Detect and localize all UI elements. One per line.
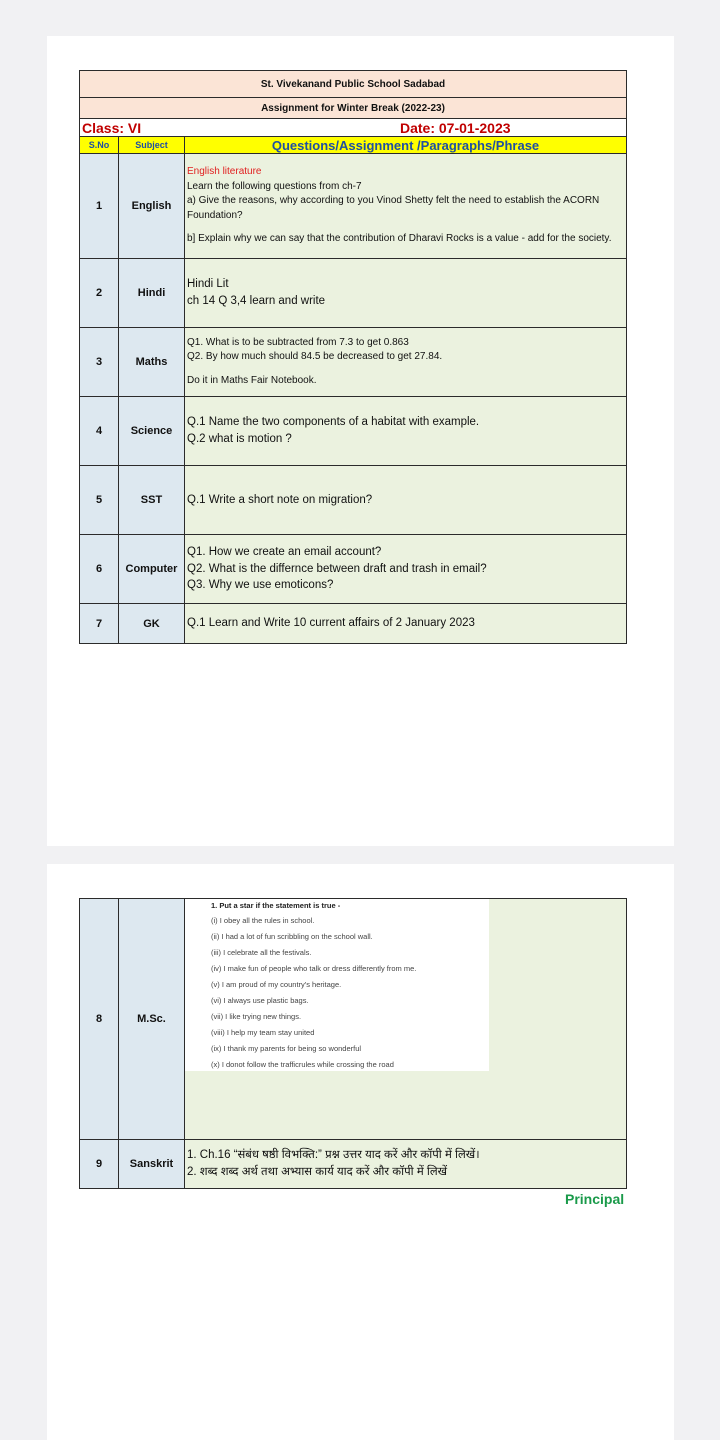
row-content bbox=[185, 535, 627, 604]
content-line: Hindi Lit bbox=[187, 278, 229, 291]
content-line: ch 14 Q 3,4 learn and write bbox=[187, 295, 326, 307]
content-line: b] Explain why we can say that the contribution of Dharavi Rocks is a value - add for the society. bbox=[187, 233, 612, 245]
row-content bbox=[185, 154, 627, 259]
table-row bbox=[80, 397, 627, 466]
row-content bbox=[185, 397, 627, 466]
content-line: Q1. How we create an email account? bbox=[187, 545, 382, 558]
row-content bbox=[185, 899, 627, 1140]
row-number: 7 bbox=[80, 604, 119, 644]
content-line: Q.1 Name the two components of a habitat with example. bbox=[187, 416, 480, 429]
content-line: Q3. Why we use emoticons? bbox=[187, 579, 334, 592]
col-sno-header: S.No bbox=[80, 137, 119, 154]
table-row bbox=[80, 154, 627, 259]
row-subject: SST bbox=[119, 466, 185, 535]
content-line: Do it in Maths Fair Notebook. bbox=[187, 374, 317, 386]
row-content bbox=[185, 1140, 627, 1189]
row-subject: Sanskrit bbox=[119, 1140, 185, 1189]
content-line: Q.1 Learn and Write 10 current affairs of 2 January 2023 bbox=[187, 617, 475, 630]
col-questions-header: Questions/Assignment /Paragraphs/Phrase bbox=[185, 137, 627, 154]
row-subject: Maths bbox=[119, 328, 185, 397]
table-row bbox=[80, 899, 627, 1140]
row-number: 9 bbox=[80, 1140, 119, 1189]
row-number: 4 bbox=[80, 397, 119, 466]
list-item: (x) I donot follow the trafficrules while crossing the road bbox=[211, 1060, 394, 1069]
date-label: Date: 07-01-2023 bbox=[400, 119, 511, 136]
document-page-2 bbox=[47, 864, 674, 1440]
table-row bbox=[80, 535, 627, 604]
list-item: (vi) I always use plastic bags. bbox=[211, 996, 309, 1005]
row-content bbox=[185, 259, 627, 328]
list-item: (vii) I like trying new things. bbox=[211, 1012, 302, 1021]
assignment-table-continued bbox=[79, 898, 627, 1189]
row-subject: Hindi bbox=[119, 259, 185, 328]
content-line: 1. Ch.16 “संबंध षष्ठी विभक्ति:” प्रश्न उत्तर याद करें और कॉपी में लिखें। bbox=[187, 1149, 480, 1162]
school-name: St. Vivekanand Public School Sadabad bbox=[80, 71, 627, 98]
list-item: (iii) I celebrate all the festivals. bbox=[211, 948, 312, 957]
table-row bbox=[80, 259, 627, 328]
assignment-table bbox=[79, 70, 627, 644]
class-date-row bbox=[80, 119, 627, 137]
col-subject-header: Subject bbox=[119, 137, 185, 154]
worksheet-heading: 1. Put a star if the statement is true - bbox=[211, 901, 341, 910]
content-line: Q2. By how much should 84.5 be decreased to get 27.84. bbox=[187, 351, 443, 363]
list-item: (v) I am proud of my country's heritage. bbox=[211, 980, 342, 989]
table-row bbox=[80, 466, 627, 535]
content-line: Q1. What is to be subtracted from 7.3 to get 0.863 bbox=[187, 336, 409, 348]
pasted-worksheet bbox=[185, 899, 489, 1071]
row-number: 2 bbox=[80, 259, 119, 328]
row-subject: GK bbox=[119, 604, 185, 644]
row-content bbox=[185, 604, 627, 644]
row-number: 6 bbox=[80, 535, 119, 604]
row-subject: M.Sc. bbox=[119, 899, 185, 1140]
document-page-1 bbox=[47, 36, 674, 846]
row-number: 5 bbox=[80, 466, 119, 535]
table-row bbox=[80, 328, 627, 397]
content-line: Learn the following questions from ch-7 bbox=[187, 180, 362, 192]
content-line: English literature bbox=[187, 166, 262, 178]
content-line: Q.1 Write a short note on migration? bbox=[187, 493, 373, 506]
row-subject: Science bbox=[119, 397, 185, 466]
content-line: Q2. What is the differnce between draft and trash in email? bbox=[187, 562, 487, 575]
class-label: Class: VI bbox=[82, 119, 142, 136]
assignment-title: Assignment for Winter Break (2022-23) bbox=[80, 98, 627, 119]
list-item: (iv) I make fun of people who talk or dress differently from me. bbox=[211, 964, 417, 973]
row-content bbox=[185, 328, 627, 397]
row-subject: English bbox=[119, 154, 185, 259]
row-content bbox=[185, 466, 627, 535]
list-item: (ii) I had a lot of fun scribbling on the school wall. bbox=[211, 932, 373, 941]
content-line: Q.2 what is motion ? bbox=[187, 433, 292, 445]
row-number: 8 bbox=[80, 899, 119, 1140]
row-subject: Computer bbox=[119, 535, 185, 604]
list-item: (viii) I help my team stay united bbox=[211, 1028, 315, 1037]
list-item: (ix) I thank my parents for being so wonderful bbox=[211, 1044, 362, 1053]
row-number: 1 bbox=[80, 154, 119, 259]
table-row bbox=[80, 1140, 627, 1189]
row-number: 3 bbox=[80, 328, 119, 397]
list-item: (i) I obey all the rules in school. bbox=[211, 916, 315, 925]
table-row bbox=[80, 604, 627, 644]
principal-signature: Principal bbox=[565, 1191, 625, 1207]
content-line: 2. शब्द शब्द अर्थ तथा अभ्यास कार्य याद करें और कॉपी में लिखें bbox=[187, 1166, 448, 1178]
content-line: a) Give the reasons, why according to you Vinod Shetty felt the need to establish the ACORN Foundation? bbox=[187, 195, 600, 221]
